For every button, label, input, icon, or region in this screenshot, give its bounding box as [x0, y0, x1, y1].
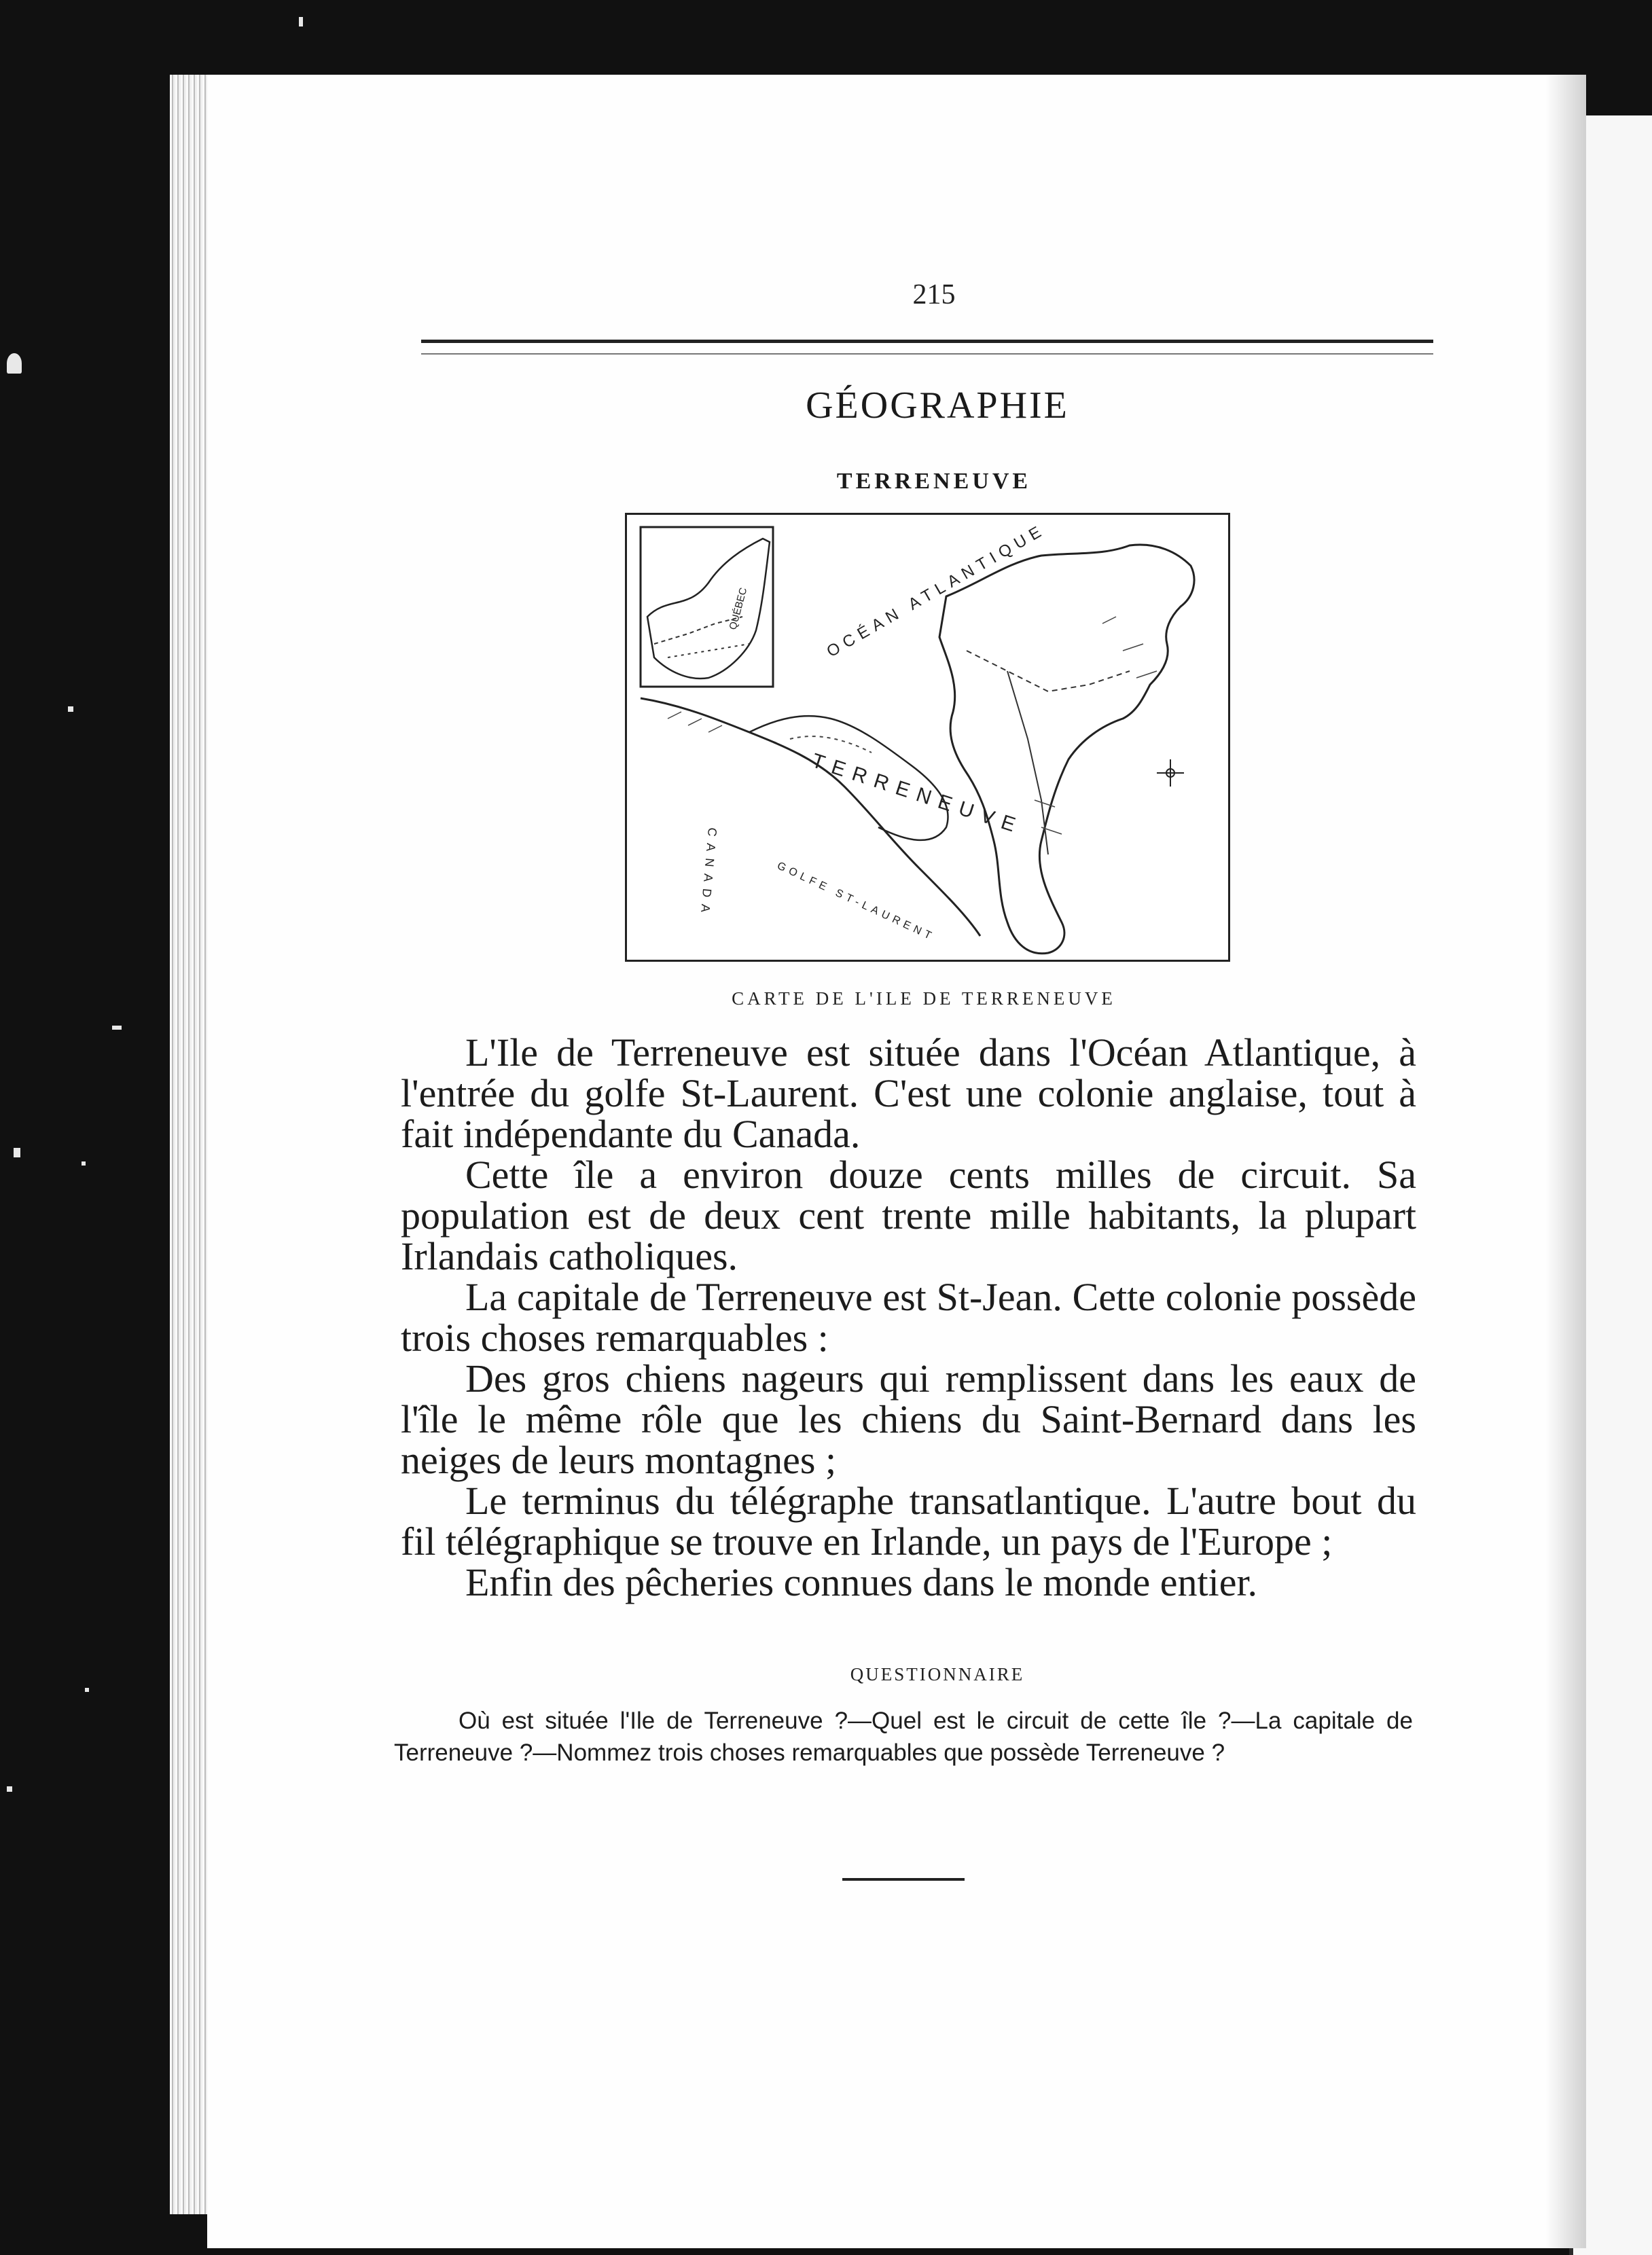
questionnaire-paragraph: Où est située l'Ile de Terreneuve ?—Quel est le circuit de cette île ?—La capitale de Terreneuve ?—Nommez trois choses remarquables que possède Terreneuve ?: [394, 1708, 1413, 1766]
terreneuve-outline: [939, 545, 1194, 954]
paragraph: Enfin des pêcheries connues dans le monde entier.: [465, 1560, 1258, 1604]
canada-label: CANADA: [698, 827, 719, 920]
scan-margin: [0, 0, 163, 2255]
paragraph: Des gros chiens nageurs qui remplissent dans les eaux de l'île le même rôle que les chiens du Saint-Bernard dans les neiges de leurs montagnes ;: [401, 1356, 1416, 1482]
golfe-label: GOLFE ST-LAURENT: [775, 860, 937, 944]
page-edges: [170, 75, 209, 2214]
questionnaire-heading: QUESTIONNAIRE: [850, 1664, 1025, 1684]
route-line: [967, 651, 1130, 691]
inset-label: QUÉBEC: [727, 586, 750, 632]
gutter-shadow: [1545, 75, 1586, 2248]
section-title: GÉOGRAPHIE: [806, 384, 1069, 427]
paragraph: Cette île a environ douze cents milles de circuit. Sa population est de deux cent trente mille habitants, la plupart Irlandais catholiques.: [401, 1153, 1416, 1278]
compass-rose-icon: [1157, 759, 1184, 787]
subsection-title: TERRENEUVE: [836, 469, 1032, 494]
end-rule: [842, 1878, 965, 1881]
paragraph: Le terminus du télégraphe transatlantique. L'autre bout du fil télégraphique se trouve en Irlande, un pays de l'Europe ;: [401, 1479, 1416, 1564]
body-text: [401, 1032, 1416, 1603]
header-rule: [421, 340, 1433, 343]
island-label: TERRENEUVE: [808, 749, 1026, 840]
page-number: 215: [912, 279, 956, 310]
questionnaire-text: [394, 1705, 1413, 1769]
paragraph: L'Ile de Terreneuve est située dans l'Océan Atlantique, à l'entrée du golfe St-Laurent. C'est une colonie anglaise, tout à fait indépendante du Canada.: [401, 1030, 1416, 1156]
paragraph: La capitale de Terreneuve est St-Jean. Cette colonie possède trois choses remarquables :: [401, 1275, 1416, 1360]
ocean-label: OCÉAN ATLANTIQUE: [823, 520, 1049, 662]
map-drawing: [627, 515, 1228, 960]
header-rule-thin: [421, 353, 1433, 355]
gulf-shore: [641, 698, 980, 936]
map-caption: CARTE DE L'ILE DE TERRENEUVE: [732, 988, 1116, 1009]
newfoundland-map: [625, 513, 1230, 962]
